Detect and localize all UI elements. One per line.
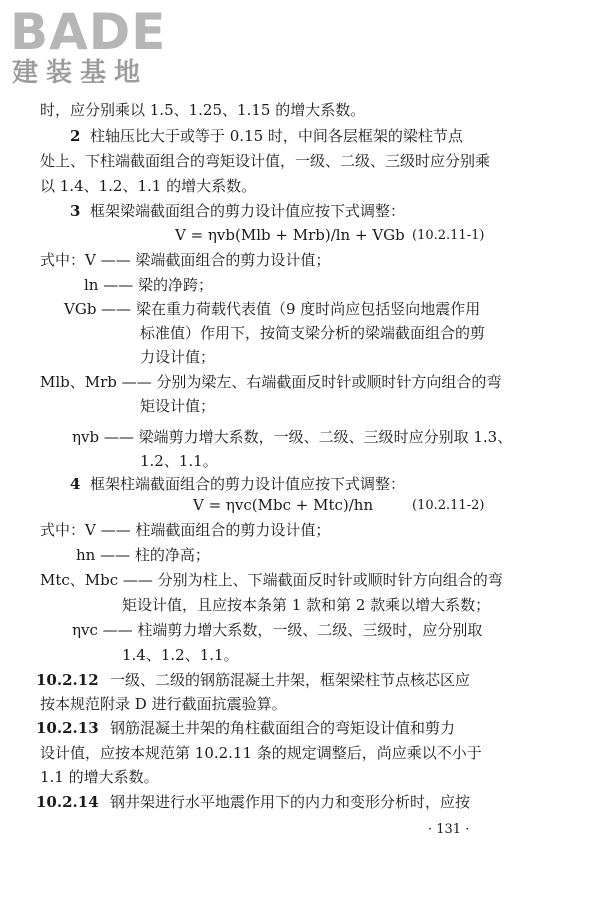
equation: V = ηvb(Mlb + Mrb)/ln + VGb [175,226,405,244]
where-line: 矩设计值； [140,397,216,415]
clause-number: 10.2.14 [36,793,99,811]
equation-number: (10.2.11-1) [412,228,485,243]
where-line: Mlb、Mrb —— 分别为梁左、右端截面反时针或顺时针方向组合的弯 [40,373,502,391]
where-line: 式中：V —— 梁端截面组合的剪力设计值； [40,251,331,269]
text-line: 框架梁端截面组合的剪力设计值应按下式调整： [90,202,406,220]
logo-wordmark: BADE [10,3,167,61]
where-line: 力设计值； [140,348,216,366]
item-number: 2 [70,127,81,145]
item-number: 3 [70,202,81,220]
bade-logo [10,3,180,88]
where-line: hn —— 柱的净高； [76,546,210,564]
where-line: ln —— 梁的净跨； [84,276,213,294]
text-line: 框架柱端截面组合的剪力设计值应按下式调整： [90,475,406,493]
text-line: 按本规范附录 D 进行截面抗震验算。 [40,695,287,713]
text-line: 一级、二级的钢筋混凝土井架，框架梁柱节点核芯区应 [110,671,471,689]
clause-number: 10.2.13 [36,719,99,737]
text-line: 柱轴压比大于或等于 0.15 时，中间各层框架的梁柱节点 [90,127,463,145]
text-line: 时，应分别乘以 1.5、1.25、1.15 的增大系数。 [40,101,366,119]
clause-number: 10.2.12 [36,671,99,689]
where-line: ηvc —— 柱端剪力增大系数，一级、二级、三级时，应分别取 [72,621,483,639]
where-line: 矩设计值，且应按本条第 1 款和第 2 款乘以增大系数； [122,596,491,614]
logo-chinese-name: 建装基地 [12,58,149,88]
text-line: 钢筋混凝土井架的角柱截面组合的弯矩设计值和剪力 [110,719,456,737]
text-line: 钢井架进行水平地震作用下的内力和变形分析时，应按 [110,793,471,811]
where-line: ηvb —— 梁端剪力增大系数，一级、二级、三级时应分别取 1.3、 [72,428,513,446]
where-line: 1.2、1.1。 [140,452,218,470]
where-line: VGb —— 梁在重力荷载代表值（9 度时尚应包括竖向地震作用 [64,300,481,318]
text-line: 1.1 的增大系数。 [40,768,159,786]
equation: V = ηvc(Mbc + Mtc)/hn [193,496,374,514]
where-line: 标准值）作用下，按简支梁分析的梁端截面组合的剪 [140,324,486,342]
item-number: 4 [70,475,81,493]
where-line: 1.4、1.2、1.1。 [122,646,239,664]
where-line: Mtc、Mbc —— 分别为柱上、下端截面反时针或顺时针方向组合的弯 [40,571,503,589]
text-line: 以 1.4、1.2、1.1 的增大系数。 [40,177,257,195]
page-number: · 131 · [428,822,470,837]
text-line: 处上、下柱端截面组合的弯矩设计值，一级、二级、三级时应分别乘 [40,152,491,170]
text-line: 设计值，应按本规范第 10.2.11 条的规定调整后，尚应乘以不小于 [40,744,482,762]
equation-number: (10.2.11-2) [412,498,485,513]
where-line: 式中：V —— 柱端截面组合的剪力设计值； [40,521,331,539]
